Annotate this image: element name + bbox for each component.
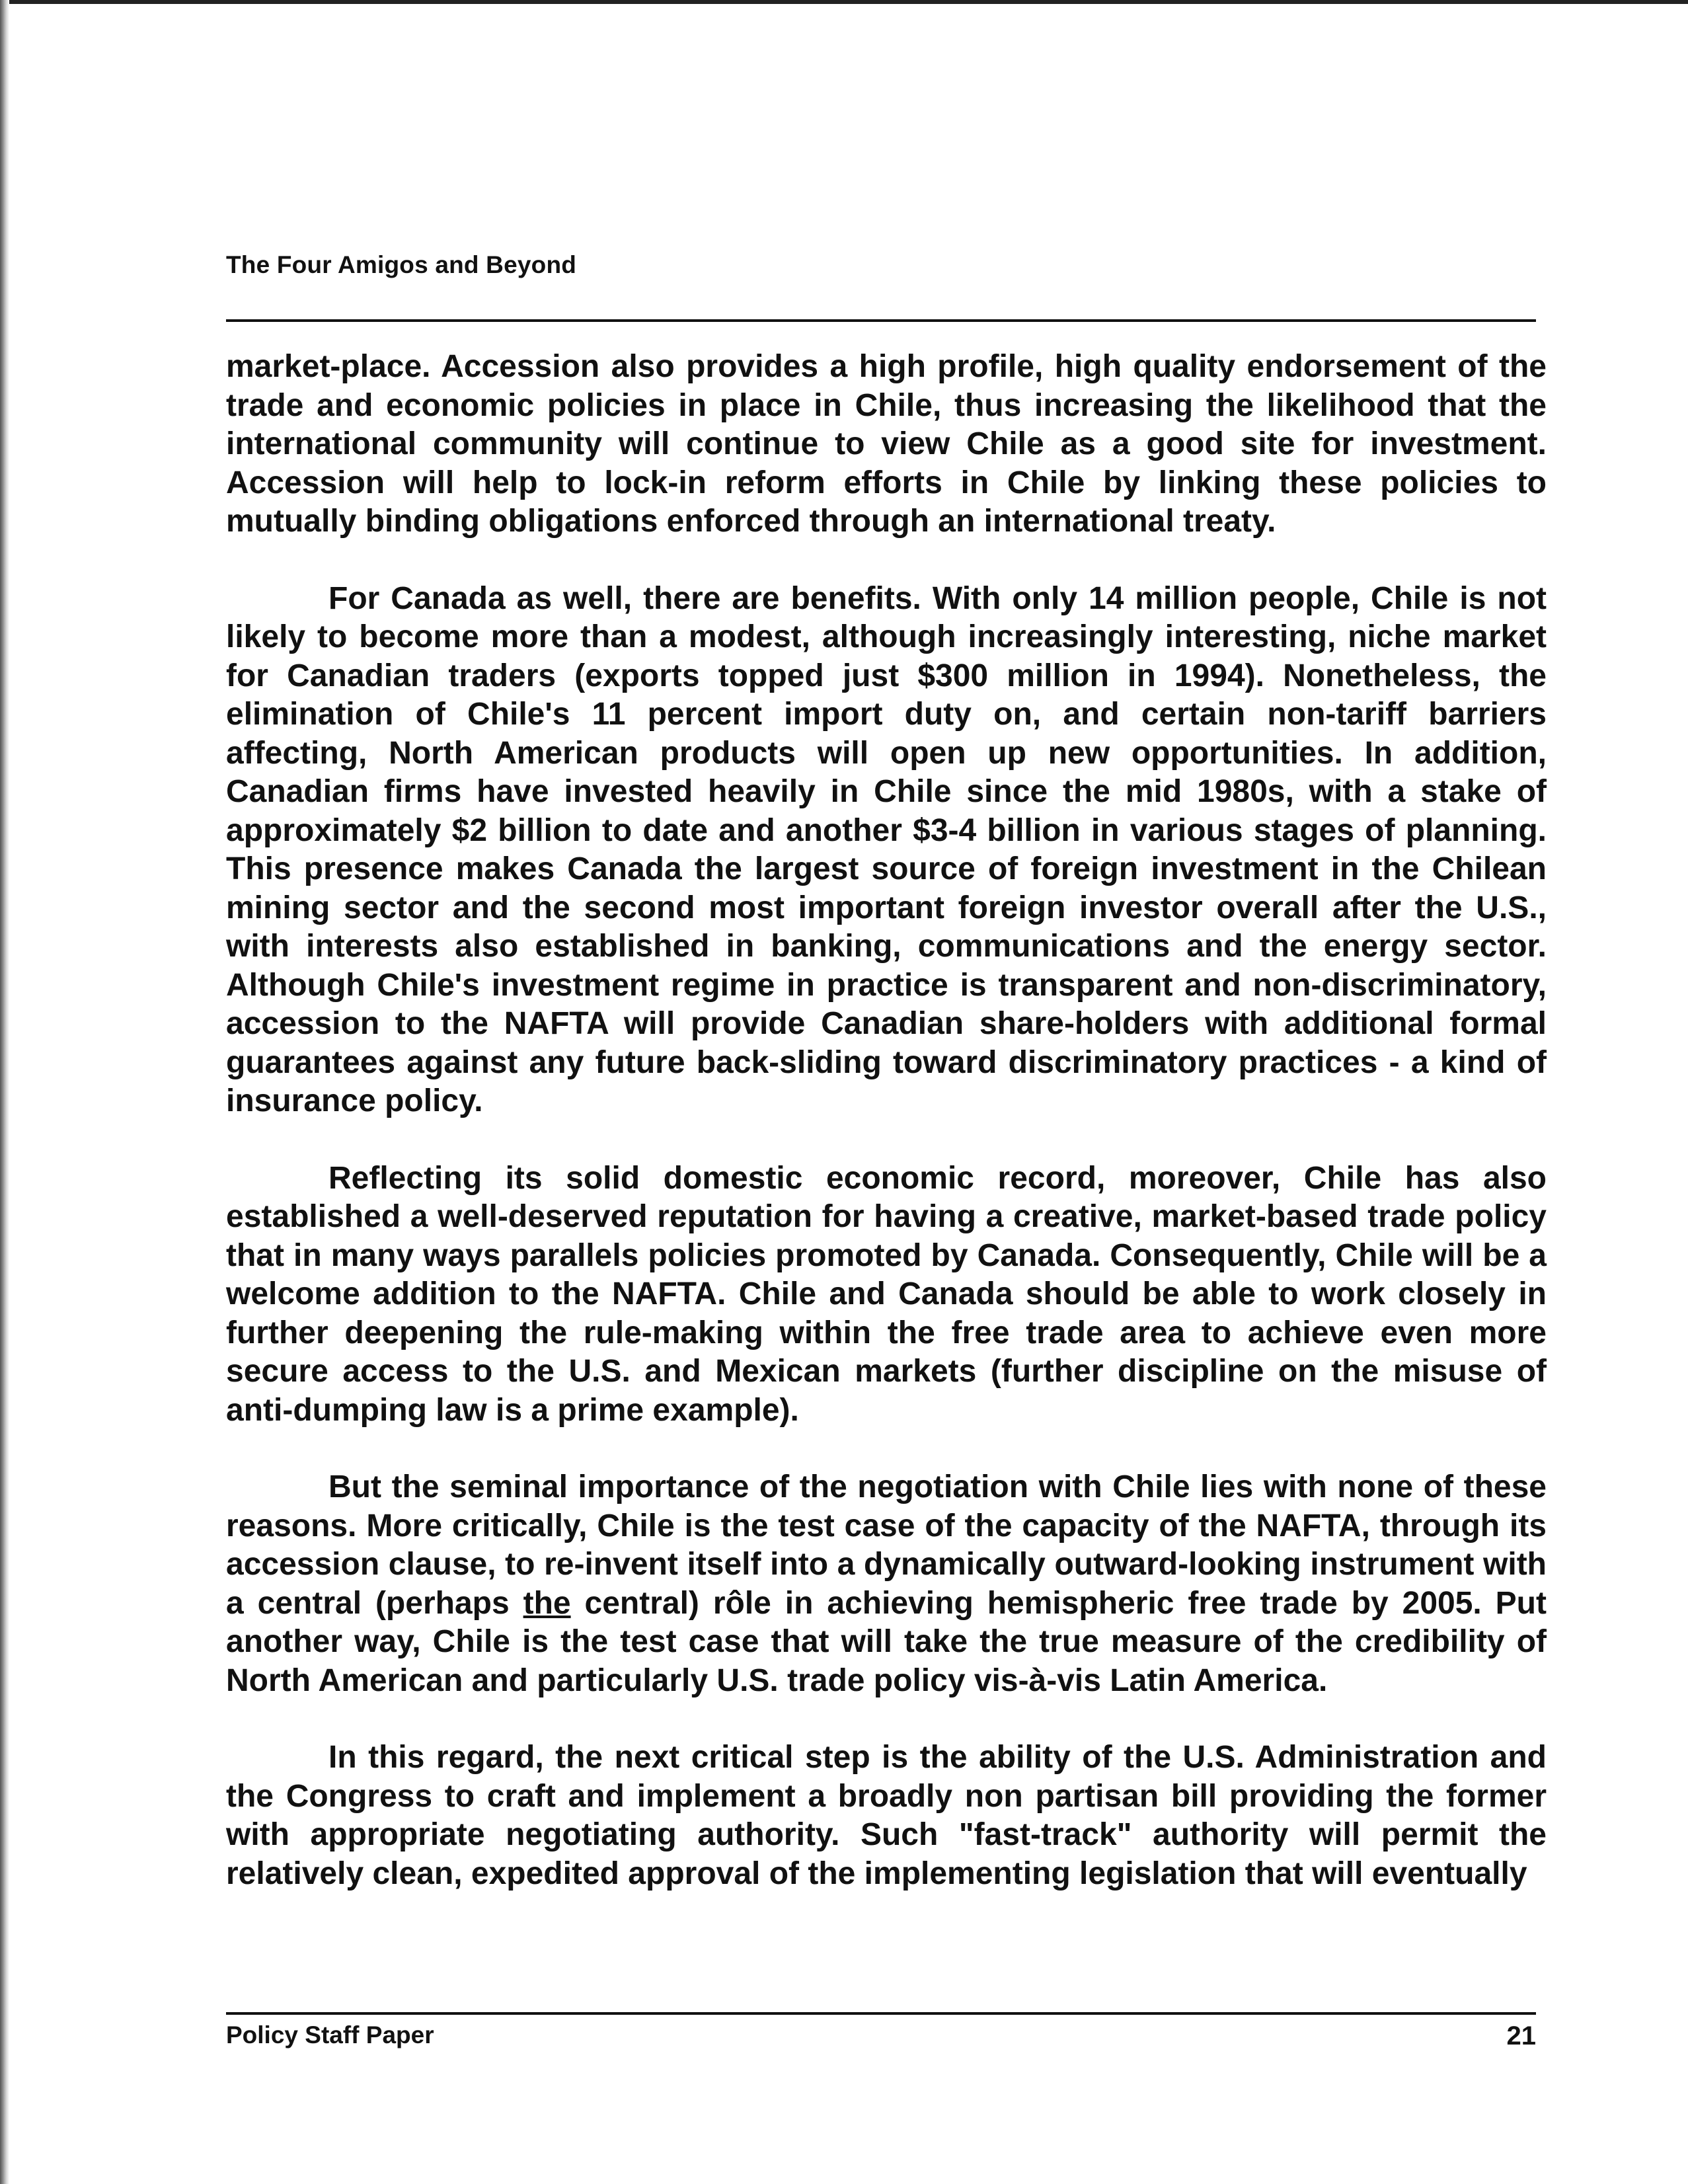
footer-rule — [226, 2012, 1536, 2015]
scan-edge-left — [0, 0, 9, 2184]
running-header: The Four Amigos and Beyond — [226, 251, 577, 278]
page-number: 21 — [1506, 2021, 1536, 2050]
paragraph-4 — [226, 1468, 1547, 1700]
paragraph-2: For Canada as well, there are benefits. With only 14 million people, Chile is not likely to become more than a modest, although increasingly interesting, niche market for Canadian traders (exports topped just $300 million in 1994). Nonetheless, the elimination of Chile's 11 percent import duty on, and certain non-tariff barriers affecting, North American products will open up new opportunities. In addition, Canadian firms have invested heavily in Chile since the mid 1980s, with a stake of approximately $2 billion to date and another $3-4 billion in various stages of planning. This presence makes Canada the largest source of foreign investment in the Chilean mining sector and the second most important foreign investor overall after the U.S., with interests also established in banking, communications and the energy sector. Although Chile's investment regime in practice is transparent and non-discriminatory, accession to the NAFTA will provide Canadian share-holders with additional formal guarantees against any future back-sliding toward discriminatory practices - a kind of insurance policy. — [226, 580, 1547, 1118]
body-text — [226, 348, 1547, 1931]
paragraph-3: Reflecting its solid domestic economic record, moreover, Chile has also established a well-deserved reputation for having a creative, market-based trade policy that in many ways parallels policies promoted by Canada. Consequently, Chile will be a welcome addition to the NAFTA. Chile and Canada should be able to work closely in further deepening the rule-making within the free trade area to achieve even more secure access to the U.S. and Mexican markets (further discipline on the misuse of anti-dumping law is a prime example). — [226, 1160, 1547, 1428]
footer-series-label: Policy Staff Paper — [226, 2021, 434, 2048]
paragraph-4-part-1: But the seminal importance of the negotiation with Chile lies with none of these reasons. More critically, Chile is the test case of the capacity of the NAFTA, through its accession clause, to re-invent itself into a dynamically outward-looking instrument with a central (perhaps — [226, 1469, 1547, 1621]
paragraph-5: In this regard, the next critical step is the ability of the U.S. Administration and the Congress to craft and implement a broadly non partisan bill providing the former with appropriate negotiating authority. Such "fast-track" authority will permit the relatively clean, expedited approval of the implementing legislation that will eventually — [226, 1740, 1547, 1891]
paragraph-1: market-place. Accession also provides a high profile, high quality endorsement of the trade and economic policies in place in Chile, thus increasing the likelihood that the international community will continue to view Chile as a good site for investment. Accession will help to lock-in reform efforts in Chile by linking these policies to mutually binding obligations enforced through an international treaty. — [226, 349, 1547, 539]
underlined-word: the — [523, 1585, 571, 1621]
header-rule — [226, 319, 1536, 322]
paragraph-4-part-2: central) rôle in achieving hemispheric free trade by 2005. Put another way, Chile is the test case that will take the true measure of the credibility of North American and particularly U.S. trade policy vis-à-vis Latin America. — [226, 1585, 1547, 1698]
scan-edge-top — [0, 0, 1688, 4]
